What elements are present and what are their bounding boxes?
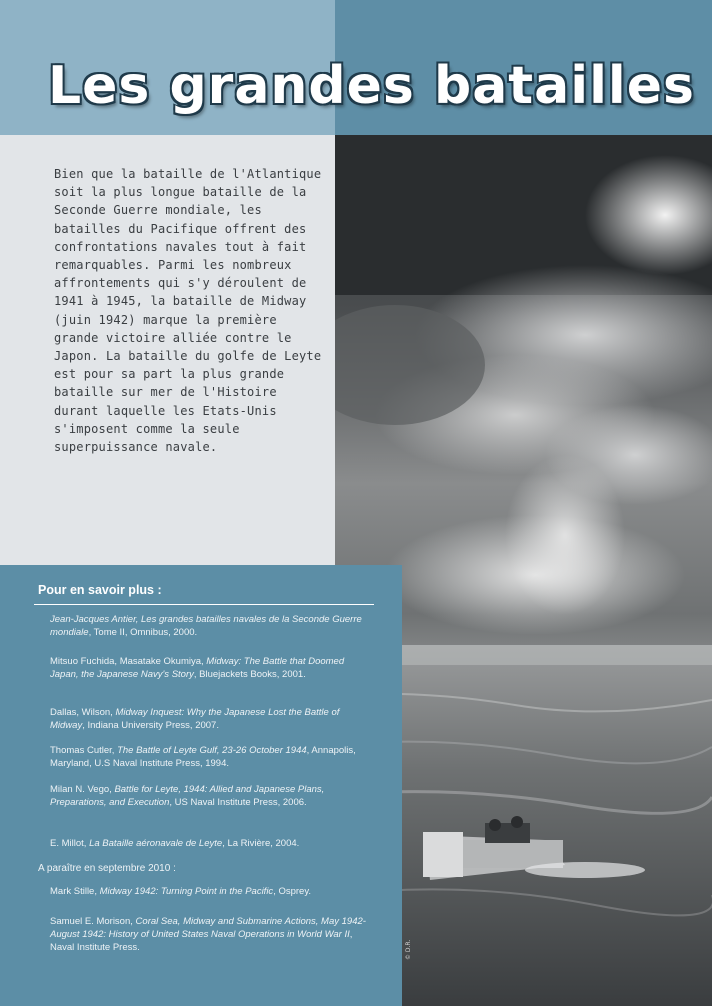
upcoming-item bbox=[50, 915, 372, 954]
photo-credit: © D.R. bbox=[405, 939, 412, 960]
reference-author: Milan N. Vego, bbox=[50, 784, 112, 795]
further-reading-heading: Pour en savoir plus : bbox=[38, 583, 162, 597]
reference-author: Dallas, Wilson, bbox=[50, 707, 113, 718]
reference-author: Mitsuo Fuchida, Masatake Okumiya, bbox=[50, 656, 204, 667]
reference-item bbox=[50, 837, 372, 850]
reference-title: Midway: The Battle that Doomed Japan, the Japanese Navy's Story bbox=[50, 656, 345, 680]
reference-author: Mark Stille, bbox=[50, 886, 97, 897]
reference-details: , US Naval Institute Press, 2006. bbox=[169, 797, 307, 808]
reference-title: Les grandes batailles navales de la Seconde Guerre mondiale bbox=[50, 614, 362, 638]
reference-item bbox=[50, 744, 372, 770]
reference-author: E. Millot, bbox=[50, 838, 87, 849]
reference-title: The Battle of Leyte Gulf, 23-26 October 1944 bbox=[117, 745, 307, 756]
reference-author: Thomas Cutler, bbox=[50, 745, 115, 756]
reference-details: , Indiana University Press, 2007. bbox=[82, 720, 219, 731]
intro-panel bbox=[0, 135, 335, 565]
reference-details: , Annapolis, Maryland, U.S Naval Institute Press, 1994. bbox=[50, 745, 356, 769]
reference-author: Jean-Jacques Antier, bbox=[50, 614, 139, 625]
reference-author: Samuel E. Morison, bbox=[50, 916, 133, 927]
upcoming-subheading: A paraître en septembre 2010 : bbox=[38, 863, 176, 874]
reference-item bbox=[50, 783, 372, 809]
page-title: Les grandes batailles bbox=[48, 56, 695, 116]
heading-divider bbox=[34, 604, 374, 605]
reference-item bbox=[50, 706, 372, 732]
further-reading-panel bbox=[0, 565, 402, 1006]
reference-title: Midway Inquest: Why the Japanese Lost the Battle of Midway bbox=[50, 707, 340, 731]
reference-title: Midway 1942: Turning Point in the Pacific bbox=[99, 886, 274, 897]
reference-details: , Osprey. bbox=[273, 886, 312, 897]
reference-title: La Bataille aéronavale de Leyte bbox=[89, 838, 223, 849]
reference-details: , Tome II, Omnibus, 2000. bbox=[88, 627, 198, 638]
reference-details: , Naval Institute Press. bbox=[50, 929, 353, 953]
upcoming-item bbox=[50, 885, 372, 898]
reference-details: , Bluejackets Books, 2001. bbox=[193, 669, 306, 680]
reference-details: , La Rivière, 2004. bbox=[222, 838, 300, 849]
reference-title: Coral Sea, Midway and Submarine Actions, May 1942-August 1942: History of United States Naval Operations in World War II bbox=[50, 916, 366, 940]
intro-text: Bien que la bataille de l'Atlantique soit la plus longue bataille de la Seconde Guerre mondiale, les batailles du Pacifique offrent des confrontations navales tout à fait remarquables. Parmi les nombreux affrontements qui s'y déroulent de 1941 à 1945, la bataille de Midway (juin 1942) marque la première grande victoire alliée contre le Japon. La bataille du golfe de Leyte est pour sa part la plus grande bataille sur mer de l'Histoire durant laquelle les Etats-Unis s'imposent comme la seule superpuissance navale. bbox=[54, 167, 322, 455]
reference-item bbox=[50, 655, 372, 681]
reference-item bbox=[50, 613, 372, 639]
reference-title: Battle for Leyte, 1944: Allied and Japanese Plans, Preparations, and Execution bbox=[50, 784, 325, 808]
